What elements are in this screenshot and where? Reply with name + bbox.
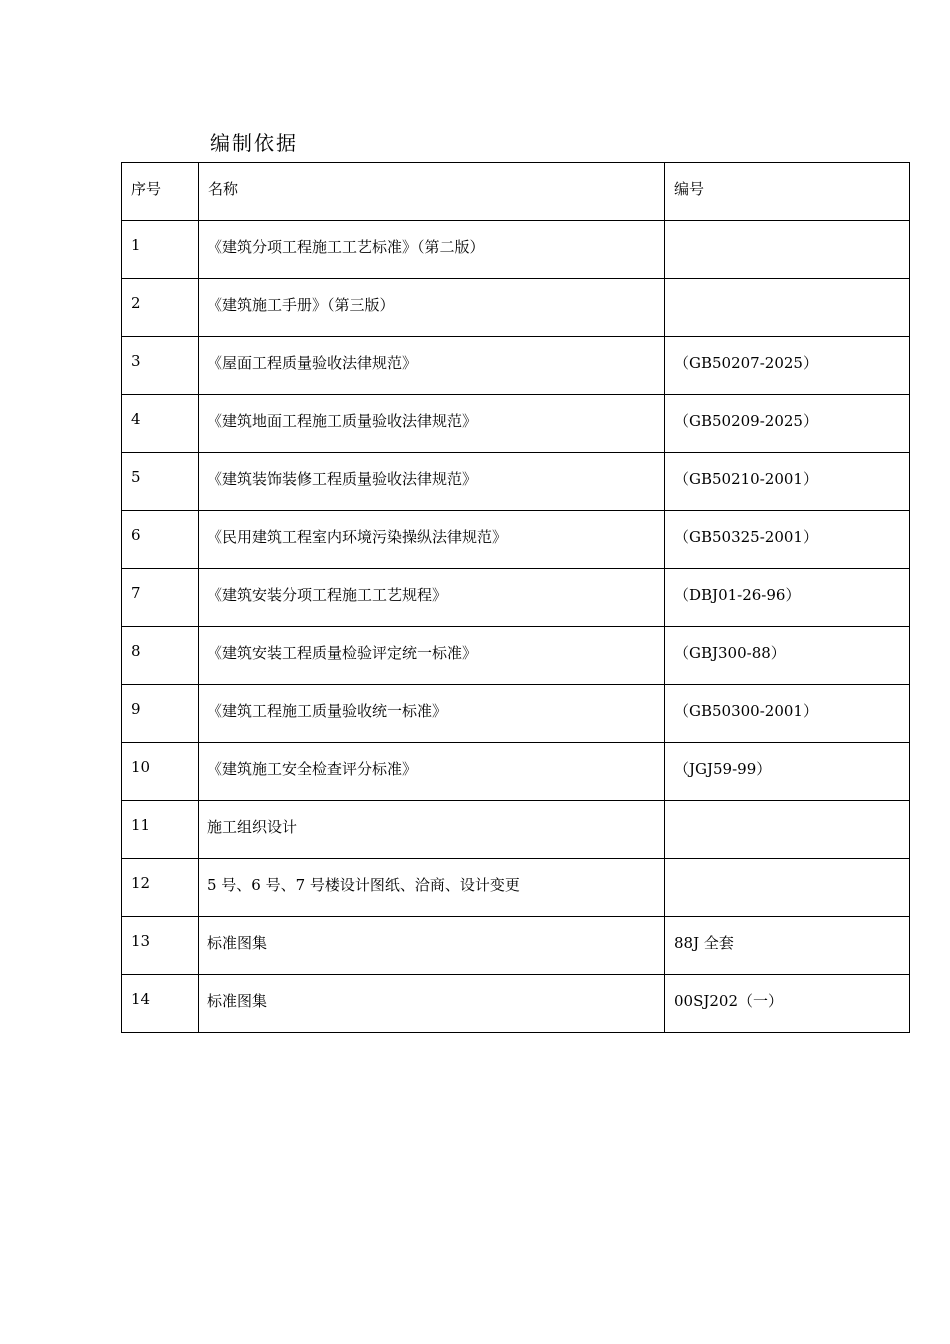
row-name: 《建筑施工手册》（第三版）	[199, 279, 665, 337]
row-name: 标准图集	[199, 975, 665, 1033]
row-serial-number: 1	[122, 221, 199, 279]
row-serial-number: 6	[122, 511, 199, 569]
row-code: （GB50325-2001）	[665, 511, 910, 569]
row-code: 88J 全套	[665, 917, 910, 975]
row-serial-number: 3	[122, 337, 199, 395]
row-name: 《屋面工程质量验收法律规范》	[199, 337, 665, 395]
row-name: 施工组织设计	[199, 801, 665, 859]
table-row	[122, 279, 910, 337]
row-serial-number: 10	[122, 743, 199, 801]
row-name: 《民用建筑工程室内环境污染操纵法律规范》	[199, 511, 665, 569]
row-name: 《建筑装饰装修工程质量验收法律规范》	[199, 453, 665, 511]
row-code: （GB50207-2025）	[665, 337, 910, 395]
row-name: 5 号、6 号、7 号楼设计图纸、洽商、设计变更	[199, 859, 665, 917]
row-serial-number: 14	[122, 975, 199, 1033]
row-name: 《建筑工程施工质量验收统一标准》	[199, 685, 665, 743]
table-row	[122, 801, 910, 859]
table-row	[122, 569, 910, 627]
header-code: 编号	[665, 163, 910, 221]
row-code: （GB50300-2001）	[665, 685, 910, 743]
table-row	[122, 975, 910, 1033]
row-name: 《建筑安装分项工程施工工艺规程》	[199, 569, 665, 627]
row-serial-number: 8	[122, 627, 199, 685]
header-name: 名称	[199, 163, 665, 221]
table-row	[122, 395, 910, 453]
row-serial-number: 5	[122, 453, 199, 511]
row-name: 标准图集	[199, 917, 665, 975]
row-serial-number: 4	[122, 395, 199, 453]
table-row	[122, 859, 910, 917]
row-code: 00SJ202（一）	[665, 975, 910, 1033]
header-serial-number: 序号	[122, 163, 199, 221]
row-serial-number: 2	[122, 279, 199, 337]
document-title: 编制依据	[210, 131, 298, 155]
table-header-row	[122, 163, 910, 221]
row-code: （GB50210-2001）	[665, 453, 910, 511]
row-code	[665, 221, 910, 279]
row-serial-number: 12	[122, 859, 199, 917]
table-row	[122, 917, 910, 975]
row-name: 《建筑施工安全检查评分标准》	[199, 743, 665, 801]
row-code	[665, 279, 910, 337]
row-code	[665, 859, 910, 917]
row-serial-number: 11	[122, 801, 199, 859]
table-row	[122, 337, 910, 395]
row-serial-number: 7	[122, 569, 199, 627]
table-row	[122, 511, 910, 569]
row-name: 《建筑安装工程质量检验评定统一标准》	[199, 627, 665, 685]
row-serial-number: 13	[122, 917, 199, 975]
row-name: 《建筑分项工程施工工艺标准》（第二版）	[199, 221, 665, 279]
table-row	[122, 743, 910, 801]
row-code: （DBJ01-26-96）	[665, 569, 910, 627]
compilation-basis-table	[121, 162, 910, 1033]
row-name: 《建筑地面工程施工质量验收法律规范》	[199, 395, 665, 453]
table-row	[122, 221, 910, 279]
table-row	[122, 627, 910, 685]
row-code: （JGJ59-99）	[665, 743, 910, 801]
row-code: （GB50209-2025）	[665, 395, 910, 453]
row-code: （GBJ300-88）	[665, 627, 910, 685]
row-code	[665, 801, 910, 859]
row-serial-number: 9	[122, 685, 199, 743]
table-row	[122, 685, 910, 743]
table-row	[122, 453, 910, 511]
